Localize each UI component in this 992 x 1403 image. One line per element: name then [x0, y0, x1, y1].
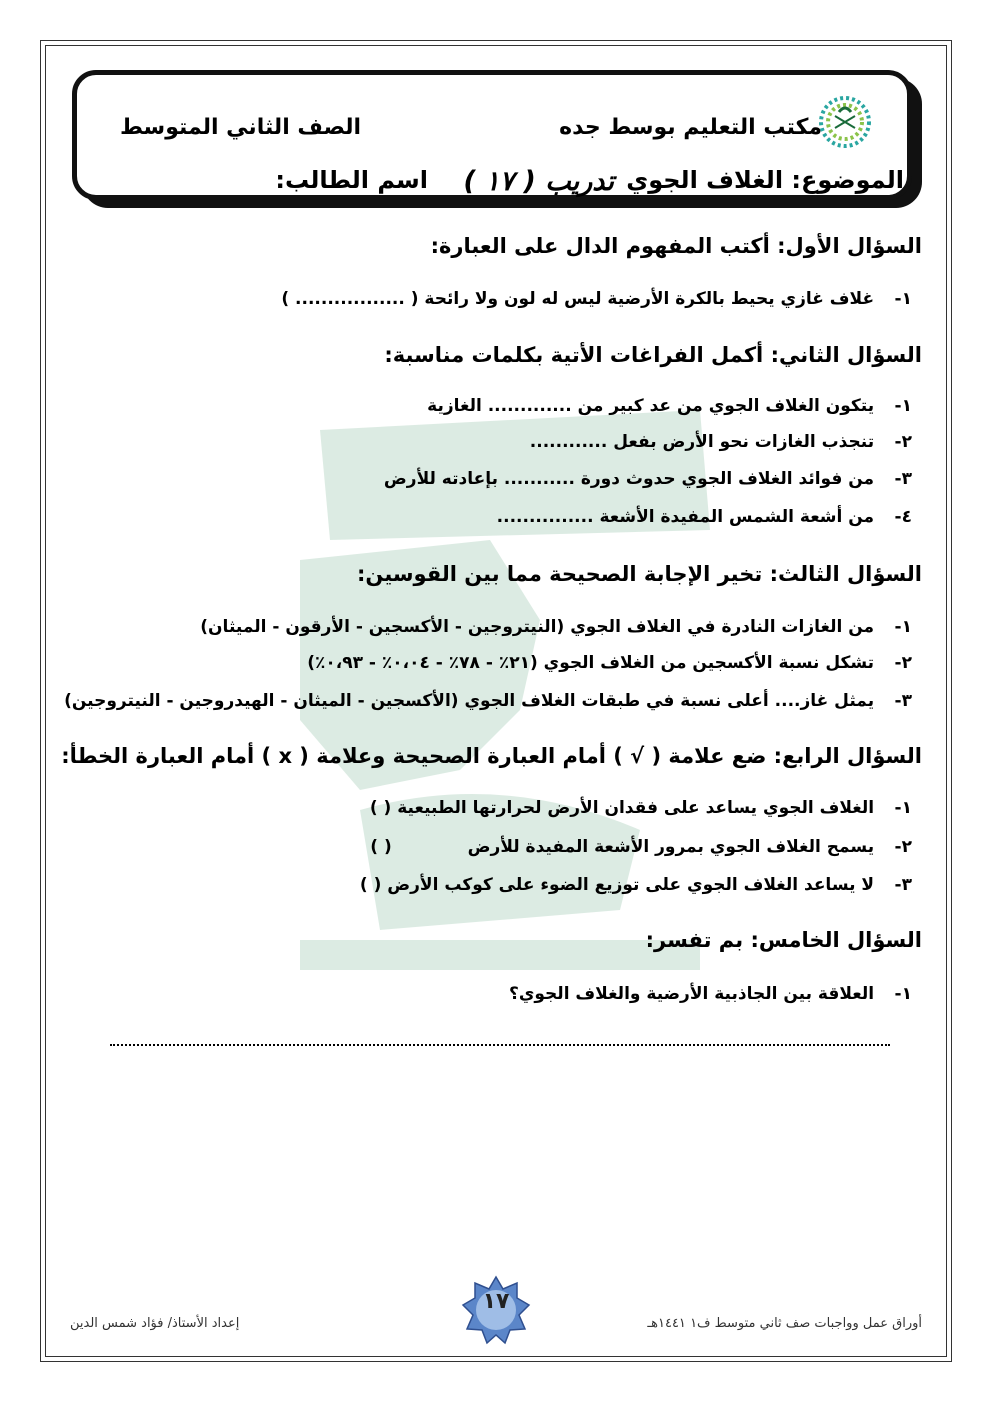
- item-number: ١-: [894, 617, 912, 637]
- question-4-item: [370, 837, 912, 857]
- item-number: ٢-: [894, 837, 912, 857]
- item-text: تشكل نسبة الأكسجين من الغلاف الجوي (٢١٪ - ٧٨٪ - ٠،٠٤٪ - ٠،٩٣٪): [307, 653, 875, 673]
- question-4-title: السؤال الرابع: ضع علامة ( √ ) أمام العبارة الصحيحة وعلامة ( x ) أمام العبارة الخطأ:: [61, 744, 922, 768]
- question-3-item: [64, 691, 912, 711]
- item-text: يسمح الغلاف الجوي بمرور الأشعة المفيدة للأرض: [467, 837, 875, 857]
- question-2-title: السؤال الثاني: أكمل الفراغات الأتية بكلمات مناسبة:: [384, 343, 922, 367]
- item-text: من فوائد الغلاف الجوي حدوث دورة ........... بإعادته للأرض: [383, 469, 875, 489]
- item-number: ١-: [894, 984, 912, 1004]
- item-number: ٢-: [894, 432, 912, 452]
- question-2-item: [384, 469, 912, 489]
- item-number: ٣-: [894, 469, 912, 489]
- answer-blank: ( ): [359, 875, 382, 895]
- page-number: ١٧: [482, 1289, 510, 1314]
- item-number: ٣-: [894, 875, 912, 895]
- question-5-item: [509, 984, 912, 1004]
- question-2-item: [427, 396, 912, 416]
- item-text: العلاقة بين الجاذبية الأرضية والغلاف الجوي؟: [508, 984, 875, 1004]
- answer-blank: ( ): [370, 837, 392, 857]
- footer-title: أوراق عمل وواجبات صف ثاني متوسط ف١ ١٤٤١هـ: [647, 1316, 922, 1331]
- item-number: ٣-: [894, 691, 912, 711]
- student-name-label: اسم الطالب:: [275, 166, 428, 194]
- item-text: من الغازات النادرة في الغلاف الجوي (النيتروجين - الأكسجين - الأرقون - الميثان): [200, 617, 875, 637]
- question-1-title: السؤال الأول: أكتب المفهوم الدال على العبارة:: [430, 234, 922, 258]
- answer-line: [110, 1044, 890, 1046]
- item-number: ٤-: [894, 507, 912, 527]
- item-text: لا يساعد الغلاف الجوي على توزيع الضوء على كوكب الأرض: [387, 875, 875, 895]
- training-number: تدريب ( ١٧ ): [463, 166, 614, 197]
- question-4-item: [360, 875, 912, 895]
- item-number: ١-: [894, 289, 912, 309]
- item-text: يتكون الغلاف الجوي من عد كبير من ............. الغازية: [427, 396, 875, 416]
- item-text: الغلاف الجوي يساعد على فقدان الأرض لحرارتها الطبيعية: [397, 798, 875, 818]
- question-4-item: [370, 798, 912, 818]
- footer-author: إعداد الأستاذ/ فؤاد شمس الدين: [70, 1316, 240, 1331]
- question-1-item: [281, 289, 912, 309]
- grade-label: الصف الثاني المتوسط: [120, 115, 362, 140]
- question-2-item: [530, 432, 912, 452]
- item-text: يمثل غاز.... أعلى نسبة في طبقات الغلاف الجوي (الأكسجين - الميثان - الهيدروجين - النيتروجين): [64, 691, 875, 711]
- item-text: من أشعة الشمس المفيدة الأشعة ...............: [496, 507, 875, 527]
- office-name: مكتب التعليم بوسط جده: [559, 115, 822, 140]
- question-5-title: السؤال الخامس: بم تفسر:: [645, 928, 922, 952]
- question-3-item: [307, 653, 912, 673]
- question-3-item: [200, 617, 912, 637]
- answer-blank: ( ): [369, 798, 392, 818]
- item-text: تنجذب الغازات نحو الأرض بفعل ............: [529, 432, 875, 452]
- item-text: غلاف غازي يحيط بالكرة الأرضية ليس له لون ولا رائحة ( ................. ): [281, 289, 875, 309]
- item-number: ١-: [894, 798, 912, 818]
- item-number: ١-: [894, 396, 912, 416]
- question-3-title: السؤال الثالث: تخير الإجابة الصحيحة مما بين القوسين:: [357, 562, 922, 586]
- topic-label: الموضوع: الغلاف الجوي: [626, 166, 904, 194]
- question-2-item: [497, 507, 912, 527]
- item-number: ٢-: [894, 653, 912, 673]
